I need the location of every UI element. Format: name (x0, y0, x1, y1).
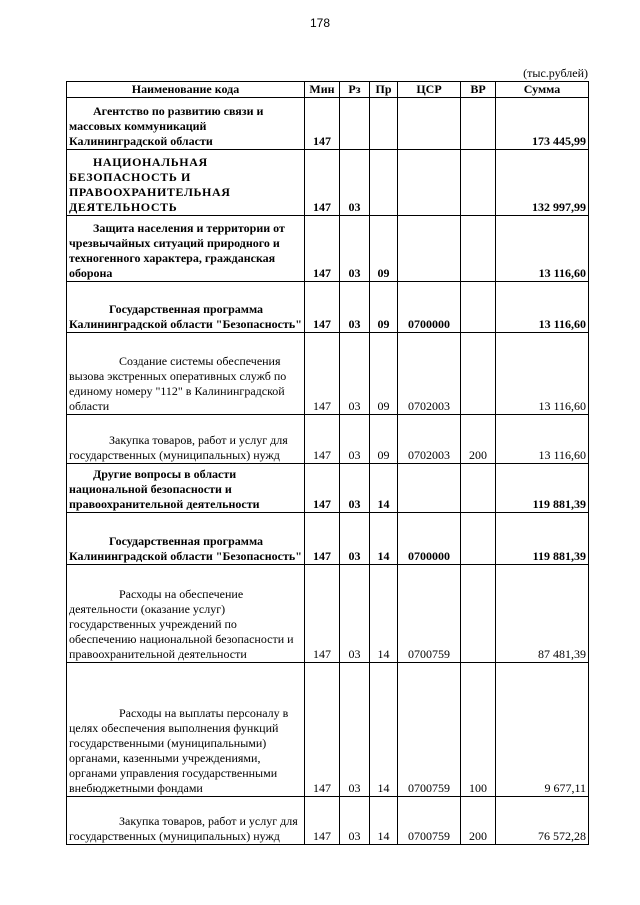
row-csr (398, 150, 461, 216)
row-vr (461, 282, 496, 333)
row-vr (461, 98, 496, 150)
budget-table (66, 81, 589, 845)
row-csr: 0700759 (398, 797, 461, 845)
row-pr: 09 (370, 216, 398, 282)
row-rz: 03 (340, 565, 370, 663)
row-vr: 200 (461, 415, 496, 464)
row-sum: 87 481,39 (496, 565, 589, 663)
row-vr (461, 565, 496, 663)
row-rz: 03 (340, 333, 370, 415)
row-pr: 09 (370, 415, 398, 464)
row-csr (398, 464, 461, 513)
row-pr: 14 (370, 565, 398, 663)
row-pr: 09 (370, 282, 398, 333)
row-sum: 132 997,99 (496, 150, 589, 216)
row-sum: 76 572,28 (496, 797, 589, 845)
table-row (67, 565, 589, 663)
row-sum: 9 677,11 (496, 663, 589, 797)
row-name: Создание системы обеспечения вызова экстренных оперативных служб по единому номеру "112" в Калининградской области (67, 333, 305, 415)
row-csr: 0702003 (398, 333, 461, 415)
table-row (67, 333, 589, 415)
row-name: Расходы на выплаты персоналу в целях обеспечения выполнения функций государственными (муниципальными) органами, казенными учреждениями, органами управления государственными внебюджетными фондами (67, 663, 305, 797)
row-name: НАЦИОНАЛЬНАЯ БЕЗОПАСНОСТЬ И ПРАВООХРАНИТЕЛЬНАЯ ДЕЯТЕЛЬНОСТЬ (67, 150, 305, 216)
row-csr: 0702003 (398, 415, 461, 464)
header-rz: Рз (340, 82, 370, 98)
row-name: Защита населения и территории от чрезвычайных ситуаций природного и техногенного характера, гражданская оборона (67, 216, 305, 282)
header-min: Мин (305, 82, 340, 98)
table-row (67, 282, 589, 333)
table-header-row (67, 82, 589, 98)
row-sum: 13 116,60 (496, 415, 589, 464)
row-rz: 03 (340, 150, 370, 216)
row-min: 147 (305, 565, 340, 663)
row-vr: 100 (461, 663, 496, 797)
row-vr (461, 216, 496, 282)
row-csr (398, 216, 461, 282)
row-name: Закупка товаров, работ и услуг для государственных (муниципальных) нужд (67, 797, 305, 845)
row-csr (398, 98, 461, 150)
row-sum: 173 445,99 (496, 98, 589, 150)
row-sum: 119 881,39 (496, 464, 589, 513)
row-rz: 03 (340, 415, 370, 464)
row-rz: 03 (340, 663, 370, 797)
row-csr: 0700759 (398, 565, 461, 663)
row-csr: 0700759 (398, 663, 461, 797)
table-row (67, 150, 589, 216)
page-number: 178 (309, 16, 331, 30)
row-vr (461, 464, 496, 513)
row-vr: 200 (461, 797, 496, 845)
row-sum: 119 881,39 (496, 513, 589, 565)
row-min: 147 (305, 797, 340, 845)
header-name: Наименование кода (67, 82, 305, 98)
row-name: Другие вопросы в области национальной безопасности и правоохранительной деятельности (67, 464, 305, 513)
row-min: 147 (305, 216, 340, 282)
row-pr: 14 (370, 663, 398, 797)
row-sum: 13 116,60 (496, 333, 589, 415)
row-name: Агентство по развитию связи и массовых коммуникаций Калининградской области (67, 98, 305, 150)
row-vr (461, 333, 496, 415)
header-vr: ВР (461, 82, 496, 98)
table-row (67, 513, 589, 565)
row-rz: 03 (340, 464, 370, 513)
row-sum: 13 116,60 (496, 216, 589, 282)
row-name: Государственная программа Калининградской области "Безопасность" (67, 282, 305, 333)
row-rz: 03 (340, 513, 370, 565)
row-pr: 14 (370, 513, 398, 565)
row-rz: 03 (340, 797, 370, 845)
table-row (67, 663, 589, 797)
row-min: 147 (305, 513, 340, 565)
row-min: 147 (305, 98, 340, 150)
row-rz: 03 (340, 216, 370, 282)
row-min: 147 (305, 663, 340, 797)
row-name: Закупка товаров, работ и услуг для государственных (муниципальных) нужд (67, 415, 305, 464)
table-row (67, 797, 589, 845)
row-name: Государственная программа Калининградской области "Безопасность" (67, 513, 305, 565)
row-vr (461, 513, 496, 565)
row-sum: 13 116,60 (496, 282, 589, 333)
header-sum: Сумма (496, 82, 589, 98)
row-csr: 0700000 (398, 282, 461, 333)
row-csr: 0700000 (398, 513, 461, 565)
row-pr: 14 (370, 464, 398, 513)
row-min: 147 (305, 333, 340, 415)
row-min: 147 (305, 282, 340, 333)
unit-label: (тыс.рублей) (523, 66, 588, 80)
header-pr: Пр (370, 82, 398, 98)
row-rz (340, 98, 370, 150)
table-row (67, 98, 589, 150)
row-pr (370, 98, 398, 150)
row-min: 147 (305, 150, 340, 216)
row-min: 147 (305, 464, 340, 513)
row-rz: 03 (340, 282, 370, 333)
row-name: Расходы на обеспечение деятельности (оказание услуг) государственных учреждений по обеспечению национальной безопасности и правоохранительной деятельности (67, 565, 305, 663)
row-vr (461, 150, 496, 216)
header-csr: ЦСР (398, 82, 461, 98)
table-row (67, 464, 589, 513)
row-pr: 14 (370, 797, 398, 845)
table-row (67, 216, 589, 282)
row-pr: 09 (370, 333, 398, 415)
row-min: 147 (305, 415, 340, 464)
table-row (67, 415, 589, 464)
row-pr (370, 150, 398, 216)
